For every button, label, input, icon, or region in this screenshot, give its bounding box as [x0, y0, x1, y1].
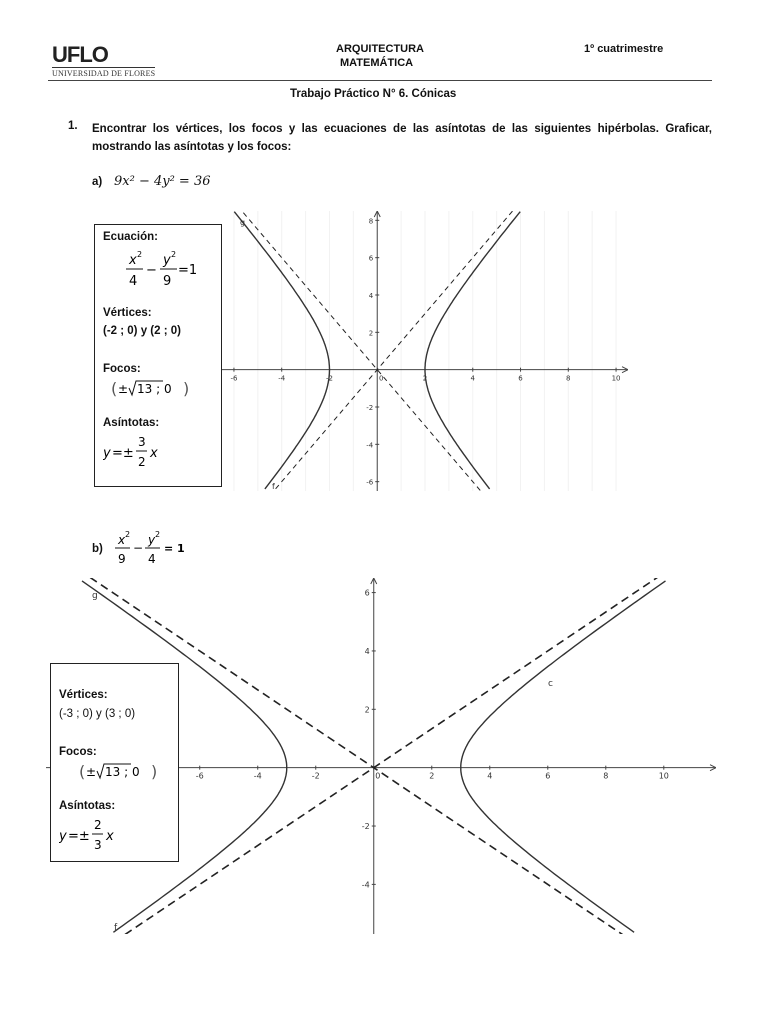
y-tick-label: -6	[366, 478, 374, 487]
svg-text:=±: =±	[68, 829, 90, 844]
x-tick-label: 0	[375, 771, 381, 781]
svg-text:(: (	[79, 762, 86, 781]
asint-num-b: 2	[94, 818, 102, 832]
x-tick-label: 10	[658, 771, 669, 781]
y-tick-label: 4	[368, 292, 374, 300]
part-b-label: b)	[92, 543, 103, 555]
curve-label: g	[240, 218, 246, 227]
question-text	[92, 120, 712, 156]
y-tick-label: 2	[364, 705, 370, 715]
question-line-1: Encontrar los vértices, los focos y las ecuaciones de las asíntotas de las siguientes hipérbolas. Graficar,	[92, 123, 712, 135]
vertices-value: (-2 ; 0) y (2 ; 0)	[103, 325, 181, 337]
svg-text:−: −	[133, 541, 144, 555]
eq-exp-x: 2	[137, 250, 143, 259]
x-tick-label: 6	[545, 771, 551, 781]
svg-text:): )	[151, 762, 158, 781]
curve-label: g	[92, 591, 98, 601]
asint-num: 3	[138, 435, 146, 449]
asintotas-title: Asíntotas:	[103, 417, 160, 429]
curve-label: c	[548, 679, 553, 689]
university-logo: UFLO	[52, 42, 108, 67]
focos-title-b: Focos:	[59, 746, 97, 758]
svg-text:=±: =±	[112, 446, 134, 461]
svg-text:±: ±	[118, 382, 129, 396]
graph-a-plot	[222, 211, 628, 491]
eq-den-x: 4	[129, 274, 138, 289]
y-tick-label: 6	[364, 588, 370, 598]
university-name: UNIVERSIDAD DE FLORES	[52, 69, 156, 78]
part-b-equation	[112, 528, 212, 572]
asint-den-b: 3	[94, 838, 102, 852]
x-tick-label: 0	[379, 374, 384, 383]
svg-text:x: x	[150, 446, 158, 461]
ecuacion-formula	[123, 247, 219, 295]
asint-den: 2	[138, 455, 146, 469]
question-number: 1.	[68, 120, 78, 132]
hyperbola-right-branch	[461, 581, 666, 932]
svg-text:y: y	[59, 829, 67, 844]
graph-a	[222, 211, 628, 491]
question-line-2: mostrando las asíntotas y los focos:	[92, 141, 292, 153]
y-tick-label: 4	[364, 646, 370, 656]
y-tick-label: 2	[368, 329, 374, 338]
document-title: Trabajo Práctico N° 6. Cónicas	[290, 88, 457, 100]
info-box-a	[94, 224, 222, 487]
focos-title: Focos:	[103, 363, 141, 375]
svg-text:−: −	[146, 263, 157, 278]
curve-label: f	[272, 482, 275, 491]
curve-label: f	[114, 923, 118, 933]
svg-text:2: 2	[125, 530, 131, 539]
asintotas-formula-b	[59, 814, 139, 858]
svg-text:±: ±	[86, 765, 97, 779]
x-tick-label: -4	[253, 771, 262, 781]
vertices-value-b: (-3 ; 0) y (3 ; 0)	[59, 708, 136, 720]
svg-text:2: 2	[155, 530, 161, 539]
x-tick-label: 4	[487, 771, 493, 781]
vertices-title: Vértices:	[103, 307, 152, 319]
focos-formula-b	[77, 760, 167, 784]
svg-text:): )	[183, 379, 190, 398]
y-tick-label: -2	[366, 404, 374, 412]
asintotas-title-b: Asíntotas:	[59, 800, 116, 812]
info-box-b	[50, 663, 179, 862]
svg-text:= 1: = 1	[164, 542, 185, 555]
eq-rhs: =1	[178, 263, 198, 278]
x-tick-label: 8	[566, 374, 571, 383]
x-tick-label: -2	[311, 771, 320, 781]
svg-text:(: (	[111, 379, 118, 398]
svg-text:4: 4	[148, 552, 156, 566]
focos-value-b: 13 ; 0	[105, 765, 140, 779]
svg-text:x: x	[118, 533, 126, 547]
focos-formula	[109, 377, 199, 401]
y-tick-label: 6	[368, 254, 374, 263]
x-tick-label: 2	[422, 374, 428, 383]
x-tick-label: -4	[278, 374, 286, 383]
vertices-title-b: Vértices:	[59, 689, 108, 701]
focos-value: 13 ; 0	[137, 382, 172, 396]
eq-den-y: 9	[163, 274, 172, 289]
x-tick-label: -2	[325, 374, 333, 383]
part-a-equation: 9x² − 4y² = 36	[114, 174, 211, 189]
ecuacion-title: Ecuación:	[103, 231, 158, 243]
subject-label: MATEMÁTICA	[340, 57, 414, 69]
svg-text:x: x	[106, 829, 114, 844]
x-tick-label: 4	[470, 374, 475, 383]
y-tick-label: -4	[366, 441, 374, 450]
eq-num-x: x	[129, 253, 137, 268]
asintotas-formula	[103, 431, 183, 475]
part-a-label: a)	[92, 176, 103, 188]
header-divider	[48, 80, 712, 81]
svg-text:y: y	[103, 446, 111, 461]
eq-num-y: y	[163, 253, 171, 268]
x-tick-label: 10	[611, 374, 621, 383]
x-tick-label: 8	[603, 771, 609, 781]
y-tick-label: -2	[361, 822, 370, 832]
x-tick-label: -6	[195, 771, 204, 781]
career-label: ARQUITECTURA	[336, 43, 424, 55]
asymptote-line	[238, 211, 485, 491]
asymptote-line	[114, 578, 668, 934]
x-tick-label: 2	[429, 771, 435, 781]
svg-text:y: y	[148, 533, 156, 547]
term-label: 1º cuatrimestre	[584, 43, 664, 55]
y-tick-label: -4	[361, 880, 370, 890]
eq-exp-y: 2	[171, 250, 177, 259]
svg-text:9: 9	[118, 552, 126, 566]
x-tick-label: -6	[230, 374, 238, 383]
x-tick-label: 6	[518, 374, 523, 383]
asymptote-line	[270, 211, 517, 491]
y-tick-label: 8	[368, 217, 374, 226]
